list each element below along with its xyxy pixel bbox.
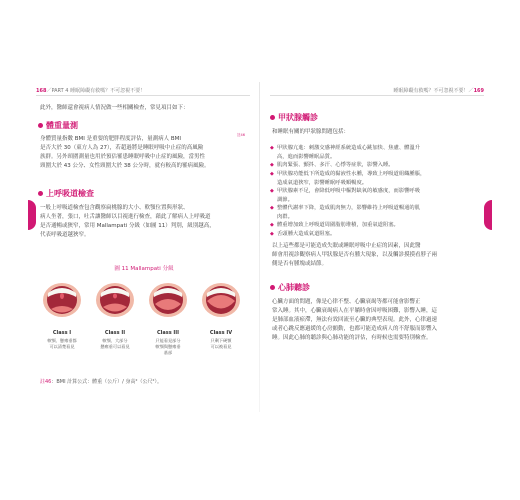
list-item: ◆ 肌肉緊張、顫抖、多汗、心悸等症狀，影響入睡。 <box>270 162 394 168</box>
section-title: 甲狀腺觸診 <box>278 113 318 122</box>
section-body-weight: 身體質量指數 BMI 是重要的肥胖程度評估，量測病人 BMI 是否大於 30（東方人為 27），若超過將是睡眠呼吸中止症的高風險 族群。另外頸圍測量也用於預估罹患睡眠呼吸中止症的風險，當男性 頸圍大於 43 公分、女性頸圍大於 38 公分時，就有較高的罹病風險。 <box>40 136 210 169</box>
list-item: ◆ 甲狀腺亢進：刺激交感神經系統造成心跳加快、焦慮、體溫升 高，進而影響睡眠品質。 <box>270 145 421 160</box>
list-item: ◆ 整體代謝率下降，造成肌肉無力，影響維持上呼吸道暢通的肌 肉群。 <box>270 205 421 220</box>
thyroid-intro: 和睡眠有關的甲狀腺問題包括： <box>272 129 350 135</box>
section-body-airway: 一般上呼吸道檢查包含觀察扁桃腺的大小、軟顎位置與形狀、 病人坐著，張口，吐舌讓醫師以目視進行檢查，藉此了解病人上呼吸道 是否通暢或狹窄，常用 Mallampati 分級（如圖 11）判別，級別越高， 代表呼吸道越狹窄。 <box>40 205 215 238</box>
section-heading-airway <box>38 188 94 199</box>
list-item: ◆ 甲狀腺素不足，會降低呼吸中樞對缺氧的敏感度，而影響呼吸 調節。 <box>270 188 421 203</box>
footnote-mark: 註46 <box>40 379 52 385</box>
section-heading-cardiopulmonary <box>270 282 310 293</box>
figure-caption: 圖 11 Mallampati 分級 <box>114 266 174 272</box>
header-rule <box>36 95 250 96</box>
list-item: ◆ 甲狀腺功能低下所造成的黏液性水腫，導致上呼吸道組織腫脹， 造成氣道狹窄，影響睡眠呼吸順暢度。 <box>270 171 426 186</box>
section-title: 上呼吸道檢查 <box>46 189 94 198</box>
left-page <box>28 82 260 412</box>
thyroid-summary: 以上這些都是可能造成失眠或睡眠呼吸中止症的因素，因此醫 師會用視診觀察病人甲狀腺是否有腫大現象，以及觸診摸摸看脖子兩 側是否有腫塊或結節。 <box>272 243 438 267</box>
section-title: 心肺聽診 <box>278 283 310 292</box>
right-header-text: 睡眠障礙有救嗎？不可忽視不要！／ <box>393 88 474 94</box>
list-item: ◆ 舌頭腫大造成氣道阻塞。 <box>270 231 336 237</box>
class-1-label: Class I <box>52 330 72 336</box>
class-1-description: 軟顎、懸雍垂都 可以清楚看見 <box>47 338 77 349</box>
bullet-dot-icon <box>38 191 43 196</box>
class-3-label: Class III <box>156 330 180 336</box>
left-header-text: ／PART 4 睡眠障礙有救嗎？不可忽視不要！ <box>46 88 146 94</box>
class-4-description: 只剩下硬顎 可以被看見 <box>210 338 232 349</box>
intro-text: 此外，醫師還會視病人情況做一些相關檢查，常見項目如下： <box>40 105 189 111</box>
footnote-text: ：BMI 計算公式：體重（公斤）/ 身高²（公尺²）。 <box>51 379 162 385</box>
bullet-dot-icon <box>270 115 275 120</box>
cardiopulmonary-body: 心臟方面的問題，像是心律不整、心臟衰竭等都可能會影響正 常入睡。其中，心臟衰竭病人在平躺時會因呼吸困難，影響入睡，這 是肺部血液瘀滯，無法有效回流至心臟的典型表現。此外，心律過速 或者心跳反應過緩的心房顫動，也都可能造成病人的不舒服而影響入 睡。因此心肺的聽診與心肺功能的評估，有時候也需要特別檢查。 <box>272 299 438 341</box>
mallampati-class-4-illustration <box>201 279 241 319</box>
bullet-dot-icon <box>38 123 43 128</box>
mallampati-class-2-illustration <box>95 279 135 319</box>
bullet-dot-icon <box>270 285 275 290</box>
section-heading-thyroid <box>270 112 318 123</box>
mallampati-class-1-illustration <box>42 279 82 319</box>
class-2-label: Class II <box>104 330 126 336</box>
footnote <box>40 378 162 385</box>
footnote-superscript: 註46 <box>237 133 245 137</box>
list-item: ◆ 體重增加致上呼吸道周圍脂肪堆積，加重氣道阻塞。 <box>270 222 399 228</box>
class-3-description: 只能看見部分 軟顎與懸雍垂 基部 <box>155 338 181 355</box>
book-spread <box>28 82 492 412</box>
mallampati-class-3-illustration <box>148 279 188 319</box>
header-rule <box>270 95 484 96</box>
right-running-header <box>394 87 484 94</box>
class-2-description: 軟顎、大部分 懸雍垂可以看見 <box>100 338 130 349</box>
left-running-header <box>36 87 145 94</box>
class-4-label: Class IV <box>209 330 233 336</box>
right-page-number: 169 <box>473 88 484 94</box>
section-title: 體重量測 <box>46 121 78 130</box>
section-heading-weight <box>38 120 78 131</box>
right-page <box>260 82 492 412</box>
left-page-number: 168 <box>36 88 47 94</box>
